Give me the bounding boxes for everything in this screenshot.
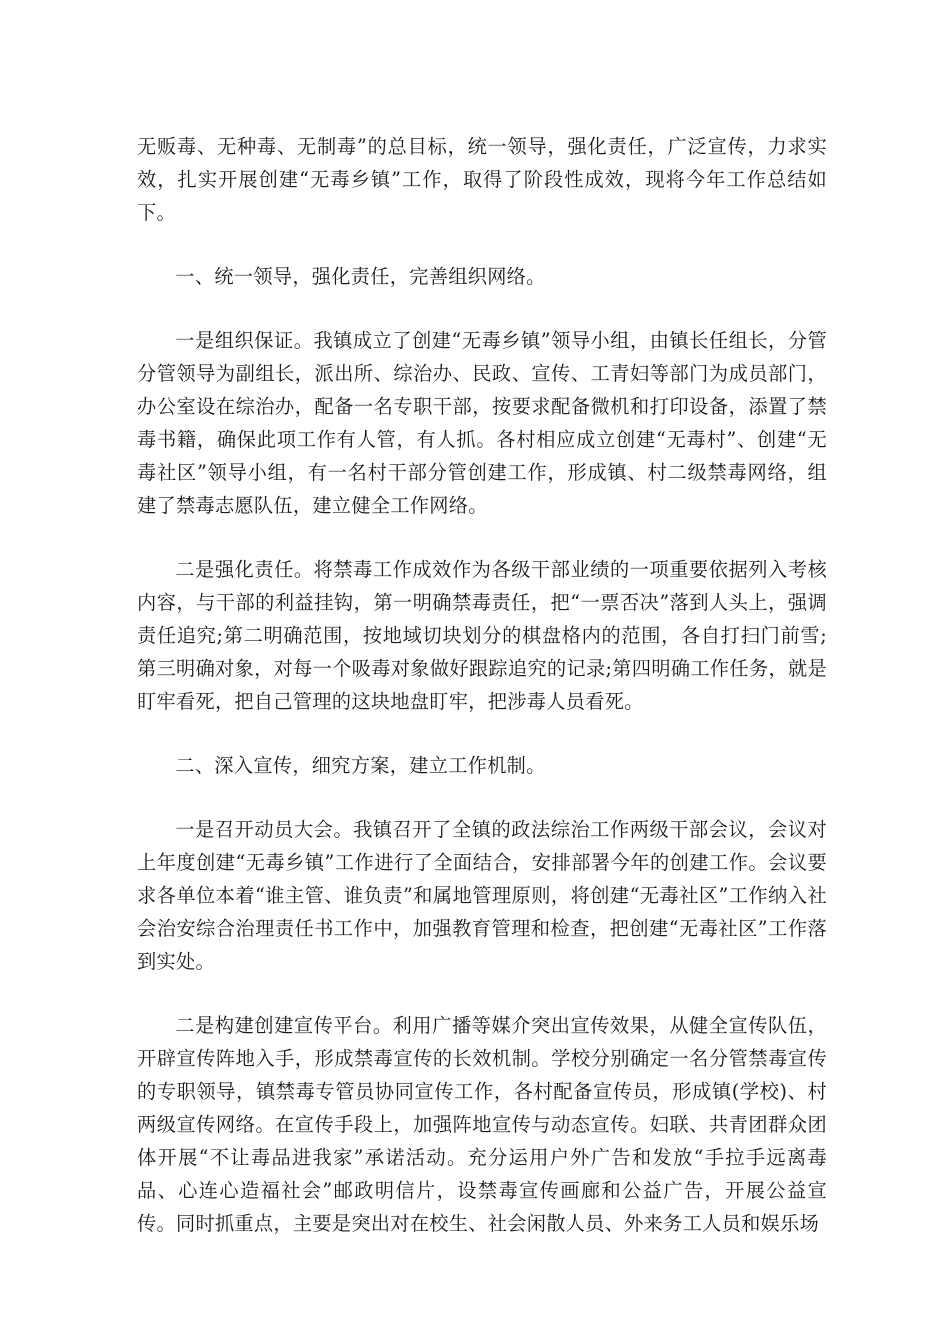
paragraph-mobilization-meeting: 一是召开动员大会。我镇召开了全镇的政法综治工作两级干部会议，会议对上年度创建“无毒乡镇”工作进行了全面结合，安排部署今年的创建工作。会议要求各单位本着“谁主管、谁负责”和属地管理原则，将创建“无毒社区”工作纳入社会治安综合治理责任书工作中，加强教育管理和检查，把创建“无毒社区”工作落到实处。 xyxy=(137,818,827,973)
section-heading-1: 一、统一领导，强化责任，完善组织网络。 xyxy=(175,265,546,288)
paragraph-intro-continued: 无贩毒、无种毒、无制毒”的总目标，统一领导，强化责任，广泛宣传，力求实效，扎实开展创建“无毒乡镇”工作，取得了阶段性成效，现将今年工作总结如下。 xyxy=(137,135,827,224)
paragraph-responsibility: 二是强化责任。将禁毒工作成效作为各级干部业绩的一项重要依据列入考核内容，与干部的利益挂钩，第一明确禁毒责任，把“一票否决”落到人头上，强调责任追究;第二明确范围，按地域切块划分的棋盘格内的范围，各自打扫门前雪;第三明确对象，对每一个吸毒对象做好跟踪追究的记录;第四明确工作任务，就是盯牢看死，把自己管理的这块地盘盯牢，把涉毒人员看死。 xyxy=(137,558,827,713)
paragraph-publicity-platform: 二是构建创建宣传平台。利用广播等媒介突出宣传效果，从健全宣传队伍，开辟宣传阵地入手，形成禁毒宣传的长效机制。学校分别确定一名分管禁毒宣传的专职领导，镇禁毒专管员协同宣传工作，各村配备宣传员，形成镇(学校)、村两级宣传网络。在宣传手段上，加强阵地宣传与动态宣传。妇联、共青团群众团体开展“不让毒品进我家”承诺活动。充分运用户外广告和发放“手拉手远离毒品、心连心造福社会”邮政明信片，设禁毒宣传画廊和公益广告，开展公益宣传。同时抓重点，主要是突出对在校生、社会闲散人员、外来务工人员和娱乐场 xyxy=(137,1014,827,1235)
document-body xyxy=(137,130,827,1271)
paragraph-organization: 一是组织保证。我镇成立了创建“无毒乡镇”领导小组，由镇长任组长，分管分管领导为副组长，派出所、综治办、民政、宣传、工青妇等部门为成员部门，办公室设在综治办，配备一名专职干部，按要求配备微机和打印设备，添置了禁毒书籍，确保此项工作有人管，有人抓。各村相应成立创建“无毒村”、创建“无毒社区”领导小组，有一名村干部分管创建工作，形成镇、村二级禁毒网络，组建了禁毒志愿队伍，建立健全工作网络。 xyxy=(137,329,827,517)
section-heading-2: 二、深入宣传，细究方案，建立工作机制。 xyxy=(175,754,546,777)
